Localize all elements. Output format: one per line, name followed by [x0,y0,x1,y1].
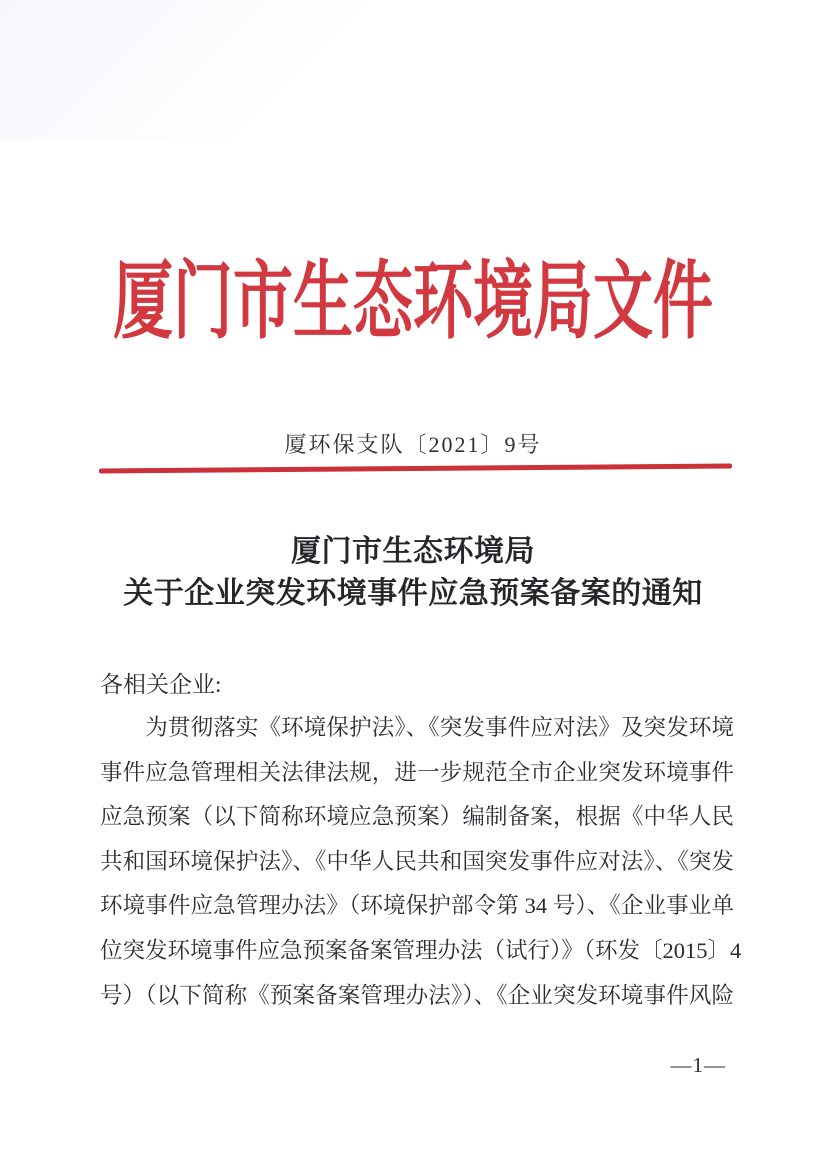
body-line: 事件应急管理相关法律法规，进一步规范全市企业突发环境事件 [100,759,734,785]
notice-title [0,531,826,615]
red-divider-line [99,464,732,474]
notice-title-line1: 厦门市生态环境局 [291,535,535,568]
body-paragraph [100,706,742,1018]
body-line: 环境事件应急管理办法》（环境保护部令第 34 号）、《企业事业单 [100,893,734,919]
salutation: 各相关企业: [100,672,222,697]
agency-letterhead-title: 厦门市生态环境局文件 [113,255,713,349]
notice-title-line2: 关于企业突发环境事件应急预案备案的通知 [123,577,703,610]
body-line: 共和国环境保护法》、《中华人民共和国突发事件应对法》、《突发 [100,848,734,874]
scan-artifact-tint [0,0,420,140]
document-number: 厦环保支队〔2021〕9号 [284,432,542,457]
page-number: —1— [670,1053,726,1077]
body-line: 位突发环境事件应急预案备案管理办法（试行）》（环发〔2015〕4 [100,937,742,963]
body-line: 为贯彻落实《环境保护法》、《突发事件应对法》及突发环境 [100,715,734,740]
body-line: 号）（以下简称《预案备案管理办法》）、《企业突发环境事件风险 [100,982,734,1008]
body-line: 应急预案（以下简称环境应急预案）编制备案，根据《中华人民 [100,804,734,830]
